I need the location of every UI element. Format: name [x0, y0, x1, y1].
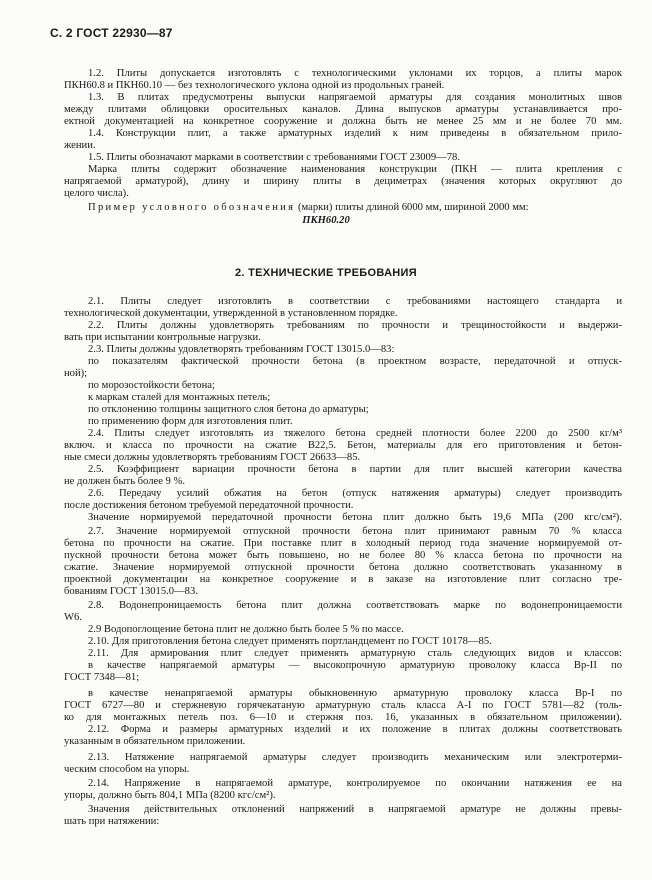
- example-line: [88, 202, 622, 214]
- text-line: W6.: [64, 612, 82, 623]
- text-line: Значение нормируемой передаточной прочности бетона плит должно быть 19,6 МПа (200 кгс/см²).: [88, 512, 622, 523]
- text-line: 2.1. Плиты следует изготовлять в соответствии с требованиями настоящего стандарта и: [88, 296, 622, 307]
- text-line: между плитами облицовки оросительных каналов. Длина выпусков арматуры устанавливается про-: [64, 104, 622, 115]
- example-mark: ПКН60.20: [302, 215, 350, 226]
- text-line: целого числа).: [64, 188, 129, 199]
- example-mark-line: [0, 215, 652, 227]
- text-line: жении.: [64, 140, 96, 151]
- text-line: ГОСТ 7348—81;: [64, 672, 140, 683]
- page-header: С. 2 ГОСТ 22930—87: [50, 26, 173, 40]
- text-line: 2.9 Водопоглощение бетона плит не должно быть более 5 % по массе.: [88, 624, 404, 635]
- text-line: 1.2. Плиты допускается изготовлять с технологическими уклонами их торцов, а плиты марок: [88, 68, 622, 79]
- text-line: 2.10. Для приготовления бетона следует применять портландцемент по ГОСТ 10178—85.: [88, 636, 492, 647]
- text-line: ко для монтажных петель поз. 6—10 и стержня поз. 16, указанных в обязательном приложении).: [64, 712, 622, 723]
- text-line: к маркам сталей для монтажных петель;: [88, 392, 271, 403]
- text-line: вать при испытании контрольные нагрузки.: [64, 332, 261, 343]
- text-line: ной);: [64, 368, 88, 379]
- text-line: по показателям фактической прочности бетона (в проектном возрасте, передаточной и отпуск-: [88, 356, 622, 367]
- text-line: после достижения бетоном требуемой передаточной прочности.: [64, 500, 354, 511]
- text-line: 2.14. Напряжение в напрягаемой арматуре, контролируемое по окончании натяжения ее на: [88, 778, 622, 789]
- text-line: шать при натяжении:: [64, 816, 160, 827]
- text-line: в качестве ненапрягаемой арматуры обыкновенную арматурную проволоку класса Вр-I по: [88, 688, 622, 699]
- text-line: включ. и класса по прочности на сжатие В22,5. Бетон, материалы для его приготовления и бетон-: [64, 440, 622, 451]
- text-line: не должен быть более 9 %.: [64, 476, 185, 487]
- text-line: упоры, должно быть 804,1 МПа (8200 кгс/см²).: [64, 790, 276, 801]
- text-line: ГОСТ 6727—80 и стержневую горячекатаную арматурную сталь класса А-I по ГОСТ 5781—82 (толь-: [64, 700, 622, 711]
- text-line: бованиям ГОСТ 13015.0—83.: [64, 586, 198, 597]
- text-line: 2.2. Плиты должны удовлетворять требованиям по прочности и трещиностойкости и выдержи-: [88, 320, 622, 331]
- text-line: 2.4. Плиты следует изготовлять из тяжелого бетона средней плотности более 2200 до 2500 кг/м³: [88, 428, 622, 439]
- text-line: ческим способом на упоры.: [64, 764, 190, 775]
- text-line: ектной документацией на конкретное сооружение и должна быть не менее 25 мм и не более 70 мм.: [64, 116, 622, 127]
- text-line: 1.4. Конструкции плит, а также арматурных изделий к ним приведены в обязательном прило-: [88, 128, 622, 139]
- text-line: Значения действительных отклонений напряжений в напрягаемой арматуре не должны превы-: [88, 804, 622, 815]
- text-line: напрягаемой арматурой), длину и ширину плиты в дециметрах (значения которых округляют до: [64, 176, 622, 187]
- text-line: указанным в обязательном приложении.: [64, 736, 246, 747]
- text-line: 2.7. Значение нормируемой отпускной прочности бетона плит принимают равным 70 % класса: [88, 526, 622, 537]
- text-line: 1.5. Плиты обозначают марками в соответствии с требованиями ГОСТ 23009—78.: [88, 152, 460, 163]
- text-line: в качестве напрягаемой арматуры — высокопрочную арматурную проволоку класса Вр-II по: [88, 660, 622, 671]
- text-line: технологической документации, утвержденной в установленном порядке.: [64, 308, 398, 319]
- text-line: сжатие. Значение нормируемой отпускной прочности бетона должно соответствовать указанному в: [64, 562, 622, 573]
- text-line: по морозостойкости бетона;: [88, 380, 215, 391]
- section-title: 2. ТЕХНИЧЕСКИЕ ТРЕБОВАНИЯ: [235, 267, 417, 279]
- text-line: бетона по прочности на сжатие. При поставке плит в холодный период года значение нормируемой от-: [64, 538, 622, 549]
- text-line: 2.12. Форма и размеры арматурных изделий и их положение в плитах должны соответствовать: [88, 724, 622, 735]
- text-line: 2.11. Для армирования плит следует применять арматурную сталь следующих видов и классов:: [88, 648, 622, 659]
- example-text: (марки) плиты длиной 6000 мм, шириной 2000 мм:: [295, 202, 529, 213]
- text-line: по отклонению толщины защитного слоя бетона до арматуры;: [88, 404, 369, 415]
- text-line: 2.6. Передачу усилий обжатия на бетон (отпуск натяжения арматуры) следует производить: [88, 488, 622, 499]
- text-line: 2.5. Коэффициент вариации прочности бетона в партии для плит высшей категории качества: [88, 464, 622, 475]
- text-line: Марка плиты содержит обозначение наименования конструкции (ПКН — плита крепления с: [88, 164, 622, 175]
- text-line: проектной документации на конкретное сооружение и в заказе на изготовление плит согласно тре-: [64, 574, 622, 585]
- text-line: ПКН60.8 и ПКН60.10 — без технологического уклона одной из продольных граней.: [64, 80, 445, 91]
- text-line: 2.3. Плиты должны удовлетворять требованиям ГОСТ 13015.0—83:: [88, 344, 395, 355]
- example-label: Пример условного обозначения: [88, 202, 296, 213]
- text-line: 1.3. В плитах предусмотрены выпуски напрягаемой арматуры для создания монолитных швов: [88, 92, 622, 103]
- text-line: по применению форм для изготовления плит.: [88, 416, 293, 427]
- text-line: 2.13. Натяжение напрягаемой арматуры следует производить механическим или электротерми-: [88, 752, 622, 763]
- text-line: пускной прочности бетона может быть повышено, но не более 80 % класса бетона по прочности на: [64, 550, 622, 561]
- text-line: ные смеси должны удовлетворять требованиям ГОСТ 26633—85.: [64, 452, 361, 463]
- text-line: 2.8. Водонепроницаемость бетона плит должна соответствовать марке по водонепроницаемости: [88, 600, 622, 611]
